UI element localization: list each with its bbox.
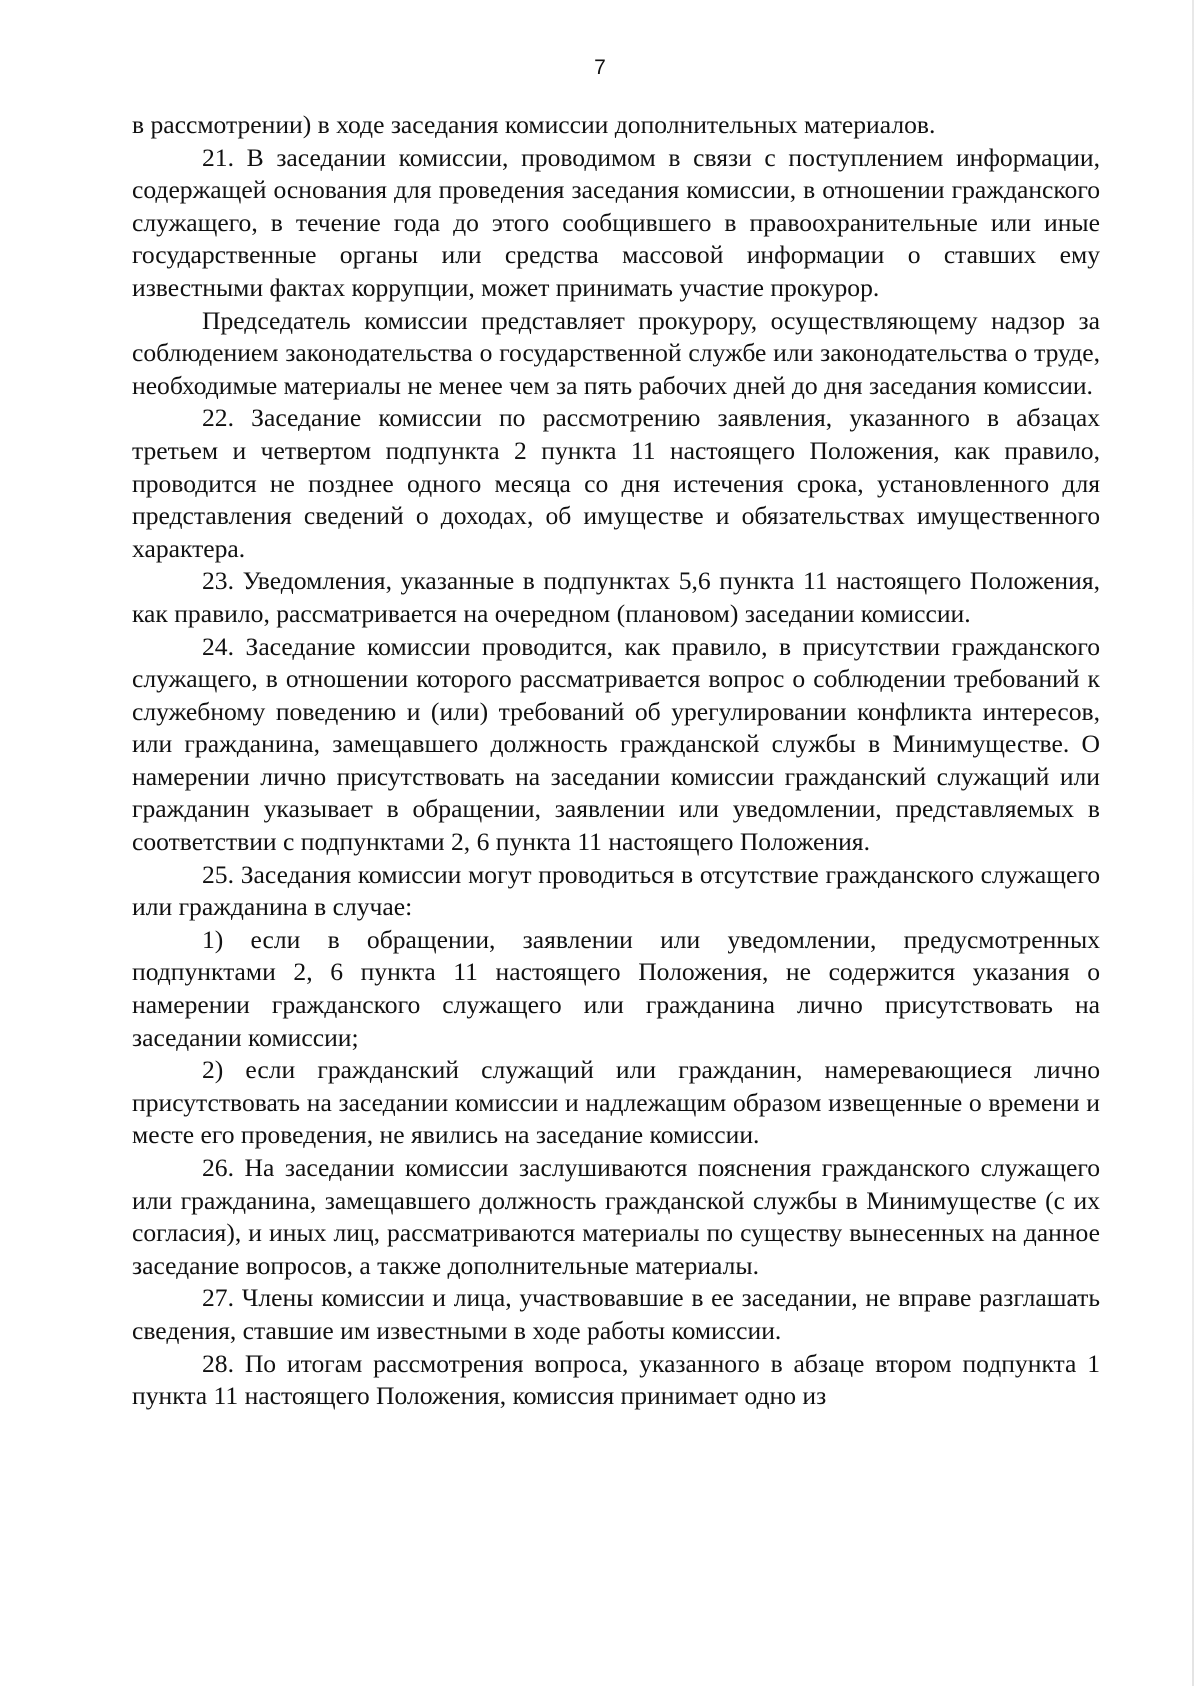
paragraph-21-prosecutor: Председатель комиссии представляет прокурору, осуществляющему надзор за соблюдением законодательства о государственной службе или законодательства о труде, необходимые материалы не менее чем за пять рабочих дней до дня заседания комиссии. [132, 305, 1100, 400]
paragraph-24: 24. Заседание комиссии проводится, как правило, в присутствии гражданского служащего, в отношении которого рассматривается вопрос о соблюдении требований к служебному поведению и (или) требований об урегулировании конфликта интересов, или гражданина, замещавшего должность гражданской службы в Минимуществе. О намерении лично присутствовать на заседании комиссии гражданский служащий или гражданин указывает в обращении, заявлении или уведомлении, представляемых в соответствии с подпунктами 2, 6 пункта 11 настоящего Положения. [132, 631, 1100, 857]
scan-edge [1192, 0, 1194, 1686]
paragraph-25: 25. Заседания комиссии могут проводиться в отсутствие гражданского служащего или гражданина в случае: [132, 859, 1100, 922]
paragraph-continuation: в рассмотрении) в ходе заседания комиссии дополнительных материалов. [132, 110, 936, 139]
document-body [132, 109, 1100, 1413]
page-number: 7 [594, 56, 606, 79]
paragraph-25-item-1: 1) если в обращении, заявлении или уведомлении, предусмотренных подпунктами 2, 6 пункта 11 настоящего Положения, не содержится указания о намерении гражданского служащего или гражданина лично присутствовать на заседании комиссии; [132, 924, 1100, 1052]
paragraph-22: 22. Заседание комиссии по рассмотрению заявления, указанного в абзацах третьем и четвертом подпункта 2 пункта 11 настоящего Положения, как правило, проводится не позднее одного месяца со дня истечения срока, установленного для представления сведений о доходах, об имуществе и обязательствах имущественного характера. [132, 403, 1100, 563]
paragraph-27: 27. Члены комиссии и лица, участвовавшие в ее заседании, не вправе разглашать сведения, ставшие им известными в ходе работы комиссии. [132, 1283, 1100, 1345]
paragraph-23: 23. Уведомления, указанные в подпунктах 5,6 пункта 11 настоящего Положения, как правило, рассматривается на очередном (плановом) заседании комиссии. [132, 566, 1100, 628]
paragraph-25-item-2: 2) если гражданский служащий или гражданин, намеревающиеся лично присутствовать на заседании комиссии и надлежащим образом извещенные о времени и месте его проведения, не явились на заседание комиссии. [132, 1055, 1100, 1150]
paragraph-26: 26. На заседании комиссии заслушиваются пояснения гражданского служащего или гражданина, замещавшего должность гражданской службы в Минимуществе (с их согласия), и иных лиц, рассматриваются материалы по существу вынесенных на данное заседание вопросов, а также дополнительные материалы. [132, 1153, 1100, 1280]
paragraph-21: 21. В заседании комиссии, проводимом в связи с поступлением информации, содержащей основания для проведения заседания комиссии, в отношении гражданского служащего, в течение года до этого сообщившего в правоохранительные или иные государственные органы или средства массовой информации о ставших ему известными фактах коррупции, может принимать участие прокурор. [132, 142, 1100, 302]
paragraph-28: 28. По итогам рассмотрения вопроса, указанного в абзаце втором подпункта 1 пункта 11 настоящего Положения, комиссия принимает одно из [132, 1348, 1100, 1411]
